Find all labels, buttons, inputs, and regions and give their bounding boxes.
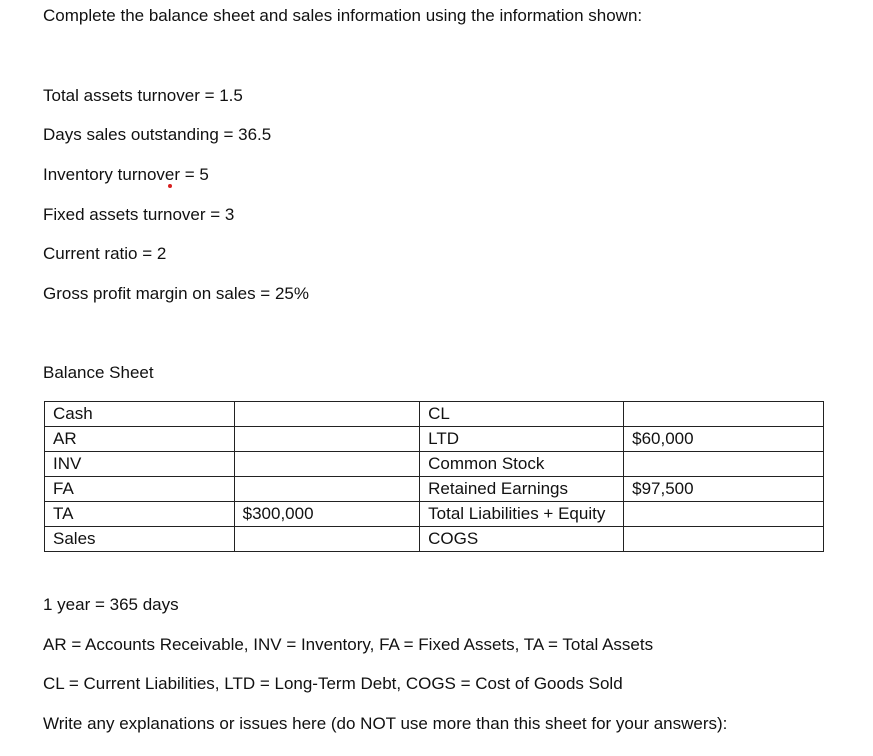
instruction-text: Complete the balance sheet and sales information using the information shown:: [43, 6, 643, 25]
label-inv: INV: [45, 452, 235, 477]
value-cl[interactable]: [624, 402, 824, 427]
note-year-days: 1 year = 365 days: [43, 595, 179, 614]
ratio-current-ratio: Current ratio = 2: [43, 244, 167, 263]
note-abbrev-assets: AR = Accounts Receivable, INV = Inventory, FA = Fixed Assets, TA = Total Assets: [43, 635, 654, 654]
ratio-inventory-turnover: Inventory turnover = 5: [43, 165, 209, 184]
label-fa: FA: [45, 477, 235, 502]
table-row: [45, 402, 824, 427]
table-row: [45, 502, 824, 527]
label-retained-earnings: Retained Earnings: [420, 477, 624, 502]
table-row: [45, 477, 824, 502]
table-row: [45, 527, 824, 552]
value-cogs[interactable]: [624, 527, 824, 552]
cursor-marker: [168, 184, 172, 188]
ratio-days-sales-outstanding: Days sales outstanding = 36.5: [43, 125, 272, 144]
ratio-gross-profit-margin: Gross profit margin on sales = 25%: [43, 284, 309, 303]
label-cogs: COGS: [420, 527, 624, 552]
value-ltd[interactable]: $60,000: [624, 427, 824, 452]
value-inv[interactable]: [234, 452, 420, 477]
value-total-liabilities-equity[interactable]: [624, 502, 824, 527]
balance-sheet-table: [44, 401, 824, 552]
note-explanations: Write any explanations or issues here (do NOT use more than this sheet for your answers):: [43, 714, 728, 733]
label-ar: AR: [45, 427, 235, 452]
value-retained-earnings[interactable]: $97,500: [624, 477, 824, 502]
value-ta[interactable]: $300,000: [234, 502, 420, 527]
ratio-total-assets-turnover: Total assets turnover = 1.5: [43, 86, 243, 105]
label-sales: Sales: [45, 527, 235, 552]
label-cash: Cash: [45, 402, 235, 427]
value-ar[interactable]: [234, 427, 420, 452]
label-total-liabilities-equity: Total Liabilities + Equity: [420, 502, 624, 527]
table-row: [45, 452, 824, 477]
label-ta: TA: [45, 502, 235, 527]
value-cash[interactable]: [234, 402, 420, 427]
value-fa[interactable]: [234, 477, 420, 502]
balance-sheet-heading: Balance Sheet: [43, 363, 154, 382]
value-common-stock[interactable]: [624, 452, 824, 477]
label-ltd: LTD: [420, 427, 624, 452]
ratio-fixed-assets-turnover: Fixed assets turnover = 3: [43, 205, 235, 224]
label-cl: CL: [420, 402, 624, 427]
label-common-stock: Common Stock: [420, 452, 624, 477]
value-sales[interactable]: [234, 527, 420, 552]
table-row: [45, 427, 824, 452]
note-abbrev-liabilities: CL = Current Liabilities, LTD = Long-Term Debt, COGS = Cost of Goods Sold: [43, 674, 623, 693]
